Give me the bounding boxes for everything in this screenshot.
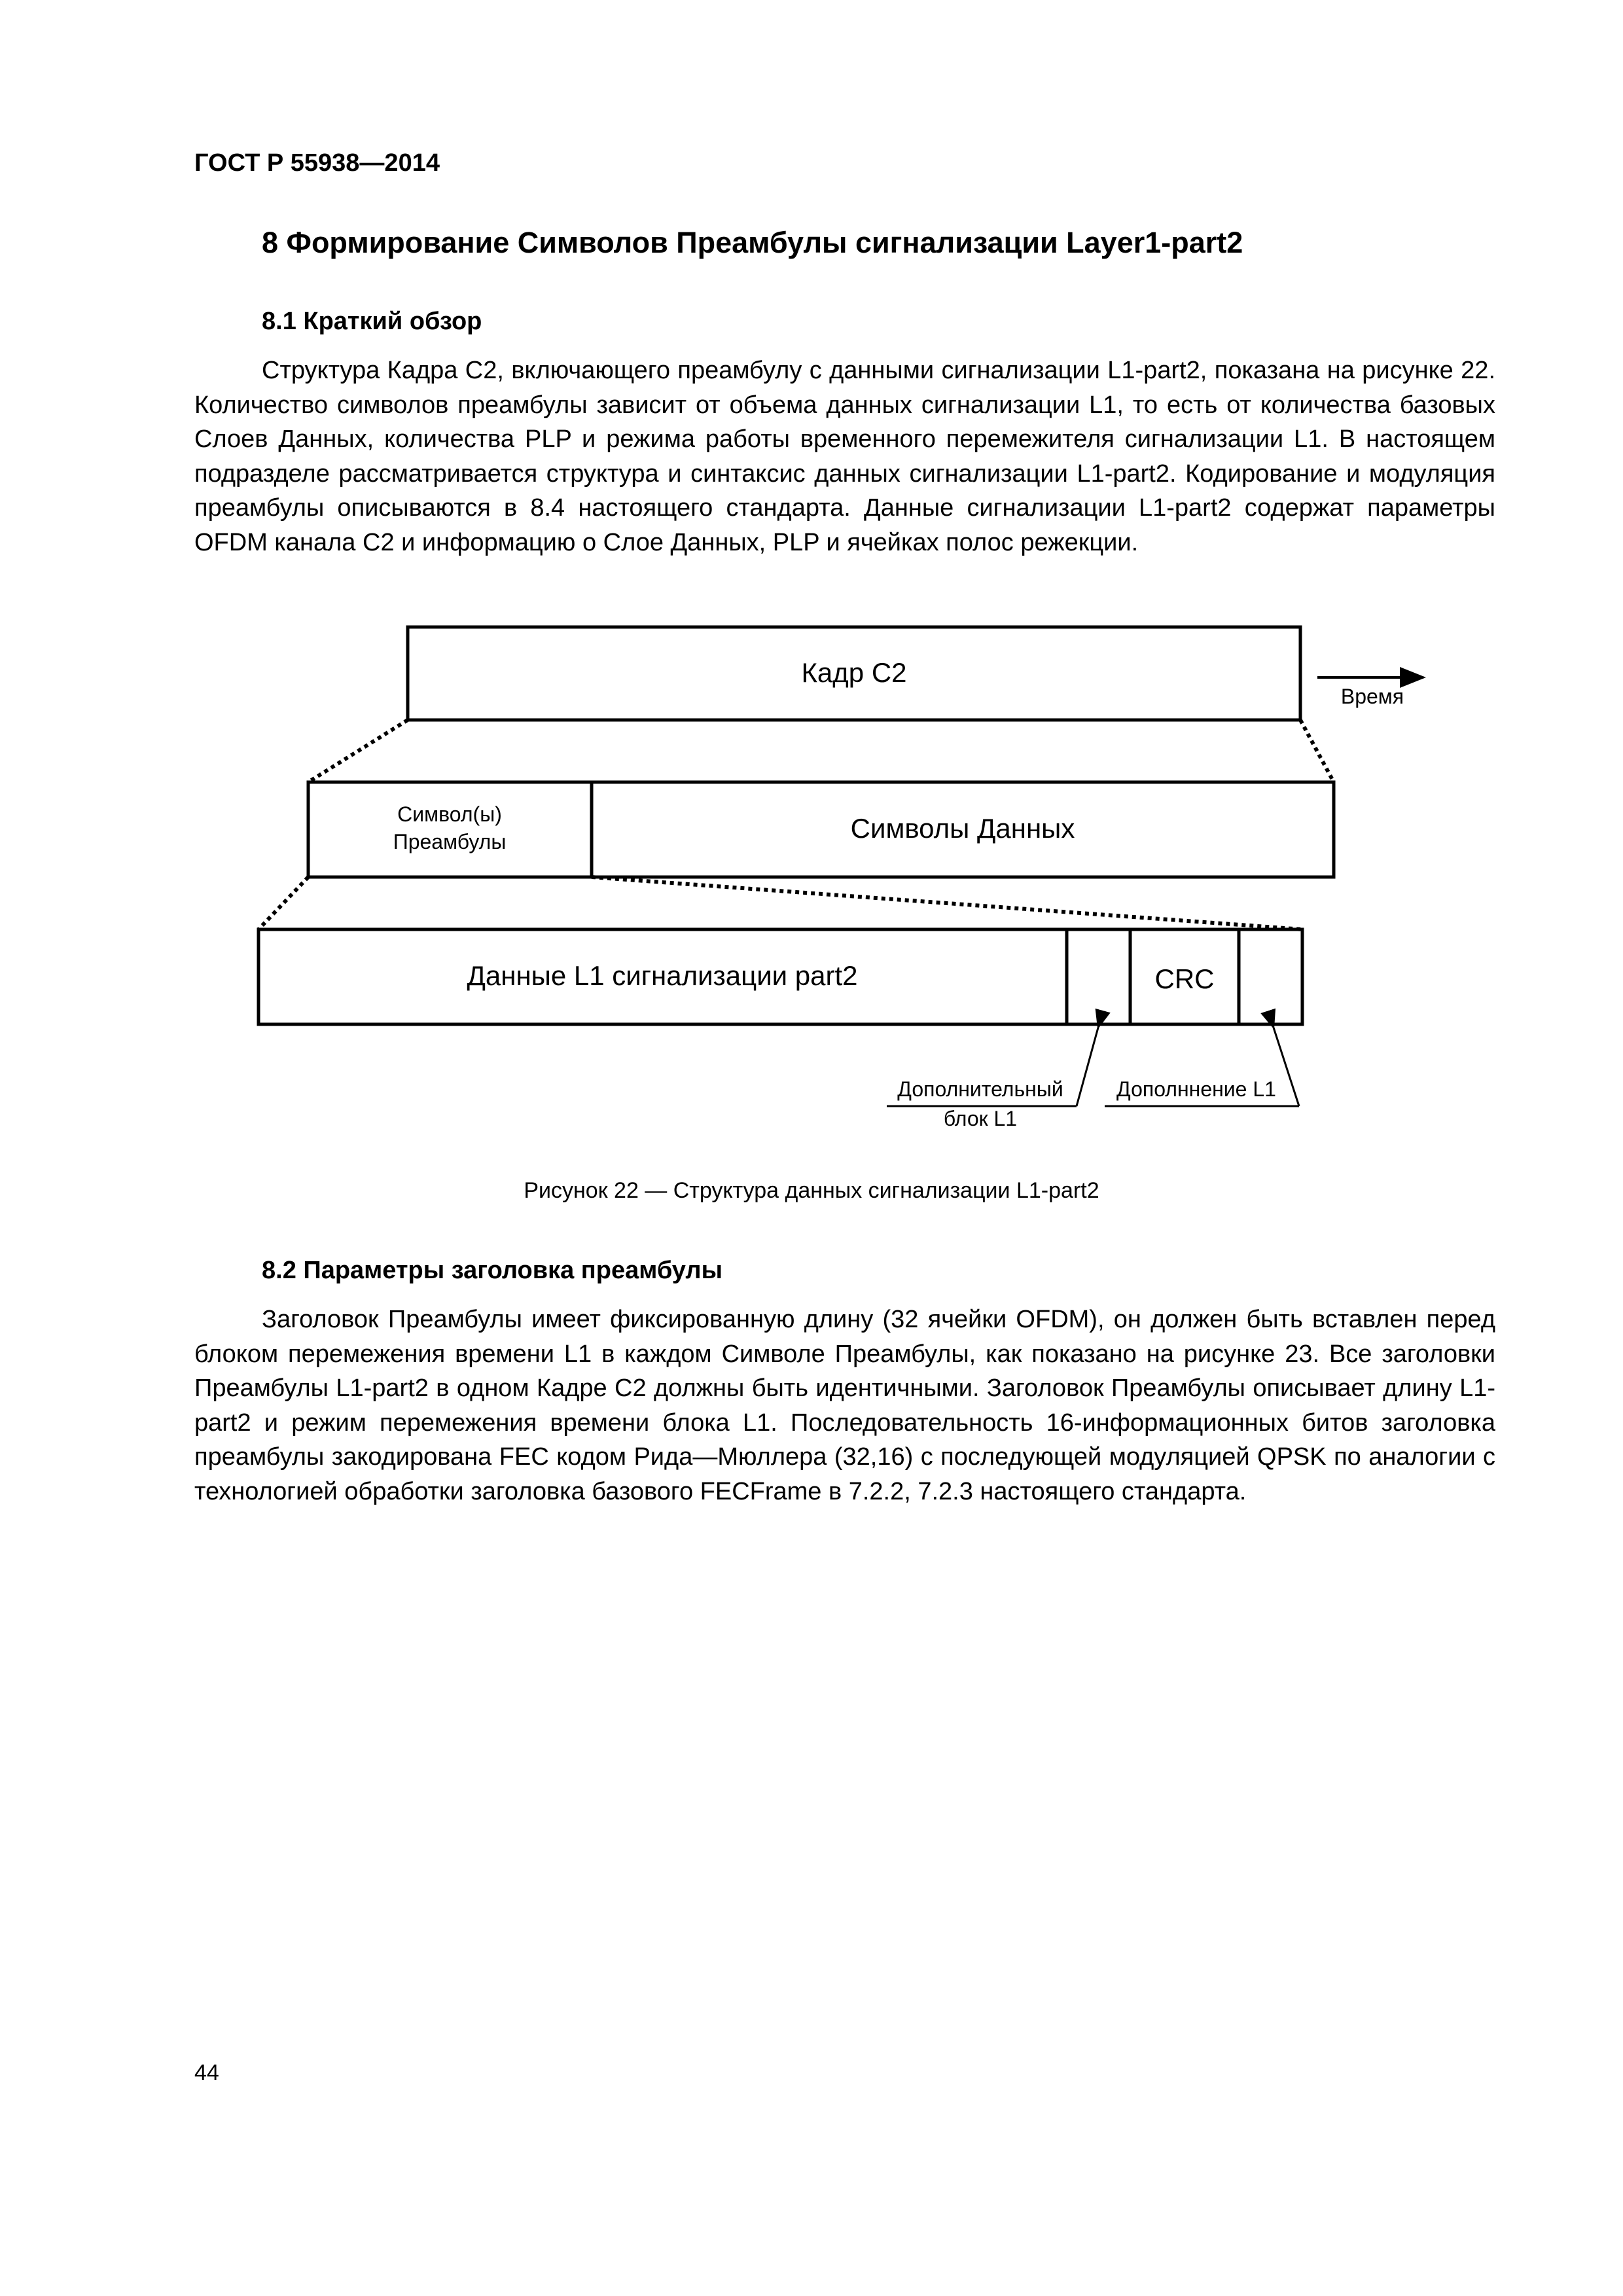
paragraph-preamble-header: Заголовок Преамбулы имеет фиксированную длину (32 ячейки OFDM), он должен быть вставлен перед блоком перемежения времени L1 в каждом Символе Преамбулы, как показано на рисунке 23. Все заголовки Преамбулы L1-part2 в одном Кадре С2 должны быть идентичными. Заголовок Преамбулы описывает длину L1-part2 и режим перемежения времени блока L1. Последовательность 16-информационных битов заголовка преамбулы закодирована FEC кодом Рида—Мюллера (32,16) с последующей модуляцией QPSK по аналогии с технологией обработки заголовка базового FECFrame в 7.2.2, 7.2.3 настоящего стандарта.	[194, 1306, 1495, 1505]
extra-block-label-line1: Дополнительный	[897, 1077, 1063, 1101]
preamble-label-line1: Символ(ы)	[397, 802, 502, 826]
preamble-label-line2: Преамбулы	[393, 830, 507, 853]
subsection-title-8-1: 8.1 Краткий обзор	[262, 308, 482, 335]
paragraph-overview: Структура Кадра С2, включающего преамбулу с данными сигнализации L1-part2, показана на рисунке 22. Количество символов преамбулы зависит от объема данных сигнализации L1, то есть от количества базовых Слоев Данных, количества PLP и режима работы временного перемежителя сигнализации L1. В настоящем подразделе рассматривается структура и синтаксис данных сигнализации L1-part2. Кодирование и модуляция преамбулы описываются в 8.4 настоящего стандарта. Данные сигнализации L1-part2 содержат параметры OFDM канала С2 и информацию о Слое Данных, PLP и ячейках полос режекции.	[194, 357, 1495, 556]
page-number: 44	[194, 2060, 219, 2085]
zoom-connector-right-2	[592, 877, 1302, 929]
extra-block-label-line2: блок L1	[943, 1107, 1018, 1130]
document-header: ГОСТ Р 55938—2014	[194, 149, 440, 177]
extra-block-pointer	[1077, 1028, 1098, 1106]
crc-label: CRC	[1154, 963, 1215, 994]
subsection-title-8-2: 8.2 Параметры заголовка преамбулы	[262, 1257, 723, 1284]
figure-caption: Рисунок 22 — Структура данных сигнализации L1-part2	[524, 1178, 1099, 1203]
padding-pointer	[1274, 1028, 1299, 1106]
l1-data-label: Данные L1 сигнализации part2	[467, 960, 858, 991]
zoom-connector-left	[308, 720, 408, 782]
time-label: Время	[1340, 685, 1404, 708]
padding-label: Дополннение L1	[1116, 1077, 1276, 1101]
data-symbols-label: Символы Данных	[850, 813, 1075, 844]
section-title: 8 Формирование Символов Преамбулы сигнализации Layer1-part2	[262, 226, 1243, 259]
zoom-connector-left-2	[259, 877, 308, 929]
zoom-connector-right	[1300, 720, 1334, 782]
c2-frame-label: Кадр С2	[801, 657, 907, 688]
